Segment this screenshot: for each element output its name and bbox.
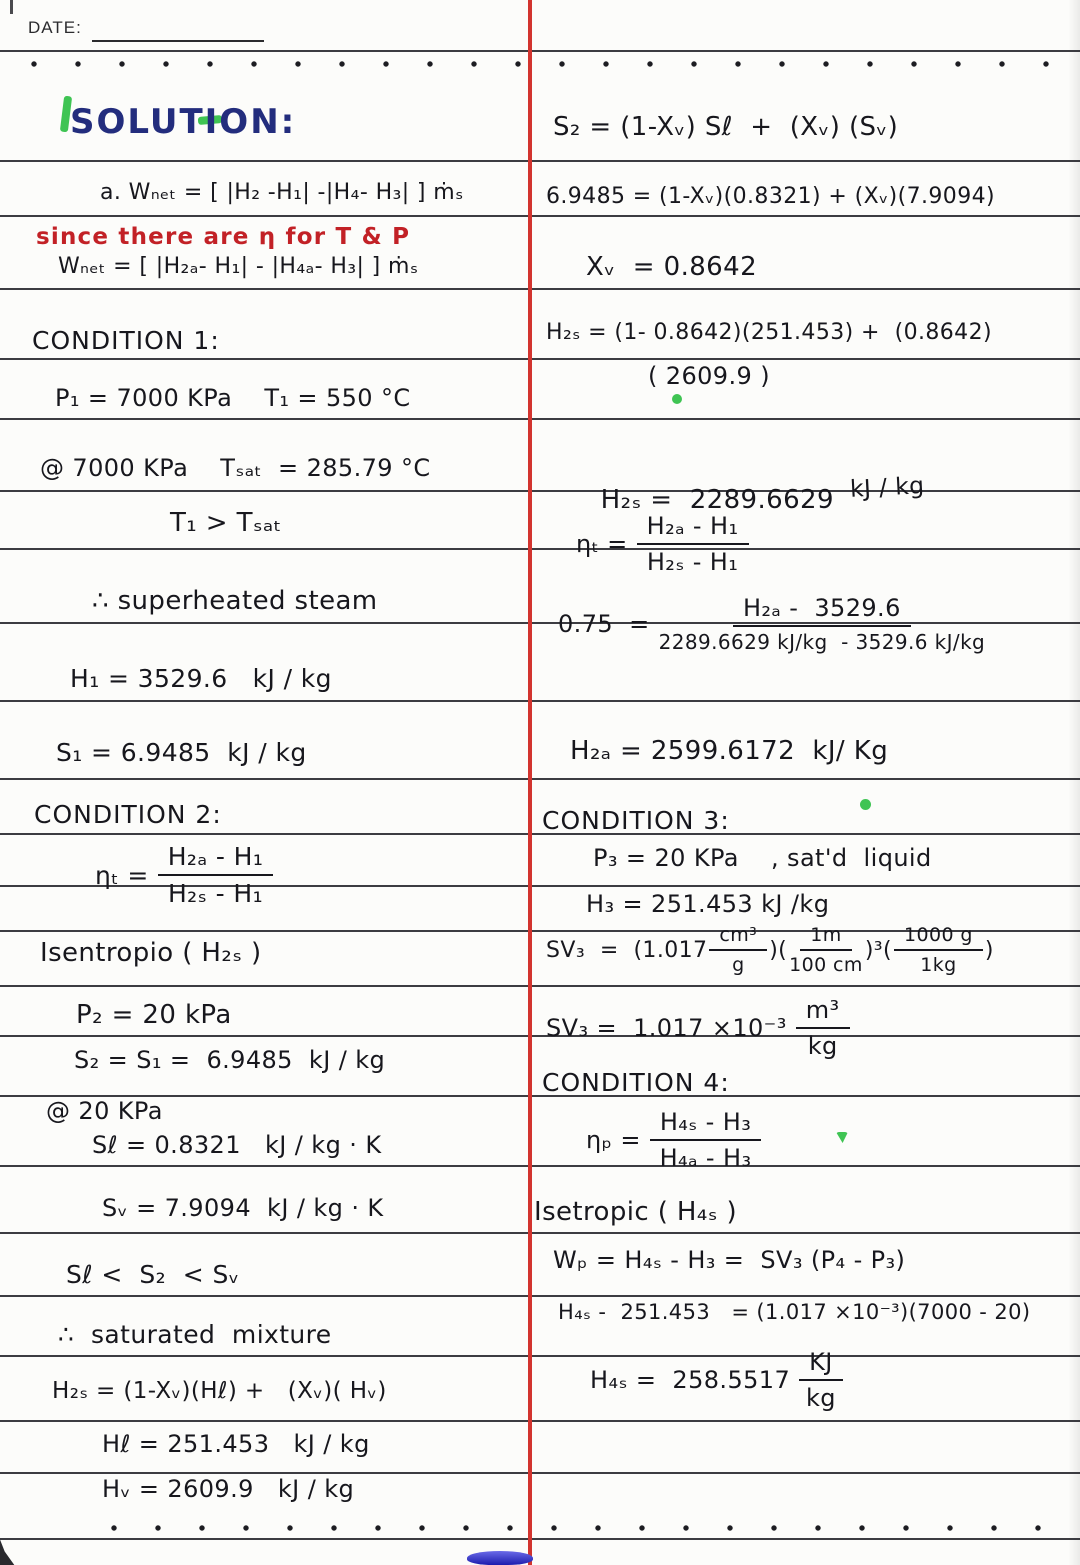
eta-pump-lhs: ηₚ = <box>586 1126 641 1154</box>
eta-substituted-numerator: H₂ₐ - 3529.6 <box>733 594 911 627</box>
at-20kpa-label: @ 20 KPa <box>46 1097 163 1125</box>
eta-pump-equation <box>586 1108 761 1172</box>
eq-wnet-ideal: a. Wₙₑₜ = [ |H₂ -H₁| -|H₄- H₃| ] ṁₛ <box>100 180 464 205</box>
h4s-substituted: H₄ₛ - 251.453 = (1.017 ×10⁻³)(7000 - 20) <box>558 1300 1031 1324</box>
sv-value: Sᵥ = 7.9094 kJ / kg · K <box>102 1194 384 1222</box>
dotted-rule-top <box>30 60 1062 68</box>
s1-value: S₁ = 6.9485 kJ / kg <box>56 738 307 767</box>
ruled-line <box>0 1165 1080 1167</box>
ruled-line <box>0 1420 1080 1422</box>
ruled-line <box>0 700 1080 702</box>
eta-pump-denominator: H₄ₐ - H₃ <box>659 1144 752 1172</box>
s2-quality-equation: S₂ = (1-Xᵥ) Sℓ + (Xᵥ) (Sᵥ) <box>553 112 899 142</box>
sv3-f3-numerator: 1000 g <box>894 924 983 951</box>
eta-substituted-fraction <box>659 594 986 654</box>
eta-turbine-equation <box>95 842 273 908</box>
ruled-line <box>0 1538 1080 1540</box>
eta-turbine-numerator: H₂ₐ - H₁ <box>158 842 274 876</box>
pump-work-equation: Wₚ = H₄ₛ - H₃ = SV₃ (P₄ - P₃) <box>553 1246 906 1274</box>
eta-turbine-numerator: H₂ₐ - H₁ <box>637 512 749 545</box>
ink-blob <box>467 1551 533 1565</box>
red-margin-line <box>528 0 532 1565</box>
eta-turbine-denominator: H₂ₛ - H₁ <box>646 548 739 576</box>
temperature-comparison: T₁ > Tₛₐₜ <box>170 508 282 538</box>
page-edge-shadow <box>1068 0 1080 1565</box>
h2s-substituted-cont: ( 2609.9 ) <box>648 362 770 390</box>
condition3-heading: CONDITION 3: <box>542 806 730 835</box>
condition1-heading: CONDITION 1: <box>32 326 220 355</box>
p2-value: P₂ = 20 kPa <box>76 1000 232 1030</box>
eta-turbine-fraction <box>637 512 749 576</box>
ruled-line <box>0 1295 1080 1297</box>
condition2-heading: CONDITION 2: <box>34 800 222 829</box>
s2-substituted: 6.9485 = (1-Xᵥ)(0.8321) + (Xᵥ)(7.9094) <box>546 184 995 209</box>
mixture-conclusion: ∴ saturated mixture <box>58 1320 332 1349</box>
ruled-line <box>0 778 1080 780</box>
sv3-mid2: )³( <box>864 937 893 963</box>
sv3-unit-numerator: m³ <box>796 996 850 1029</box>
date-underline <box>92 40 264 42</box>
ruled-line <box>0 215 1080 217</box>
condition4-heading: CONDITION 4: <box>542 1068 730 1097</box>
ruled-line <box>0 1355 1080 1357</box>
highlight-dot <box>860 799 871 810</box>
sv3-fraction-cm3-g <box>709 924 767 976</box>
h2s-value-unit: kJ / kg <box>849 471 926 503</box>
sv3-f1-numerator: cm³ <box>709 924 767 951</box>
sv3-conversion-equation <box>546 924 994 976</box>
eta-substituted-lhs: 0.75 = <box>558 610 650 638</box>
sv3-lhs: SV₃ = (1.017 <box>546 937 708 963</box>
h3-value: H₃ = 251.453 kJ /kg <box>586 890 830 918</box>
h2s-substituted: H₂ₛ = (1- 0.8642)(251.453) + (0.8642) <box>546 320 992 345</box>
sv3-value-lhs: SV₃ = 1.017 ×10⁻³ <box>546 1014 787 1042</box>
eta-turbine-fraction <box>158 842 274 908</box>
h2s-value-text: H₂ₛ = 2289.6629 <box>600 485 834 515</box>
eta-turbine-equation-right <box>576 512 749 576</box>
sv3-fraction-g-kg <box>894 924 983 976</box>
sv3-unit-denominator: kg <box>807 1032 838 1060</box>
sv3-value-unit-fraction <box>796 996 850 1060</box>
condition3-givens: P₃ = 20 KPa , sat'd liquid <box>593 844 932 872</box>
sv3-end: ) <box>984 937 994 963</box>
sv3-f2-numerator: 1m <box>800 924 851 951</box>
h4s-unit-denominator: kg <box>805 1384 836 1412</box>
date-label: DATE: <box>28 18 82 37</box>
solution-heading: SOLUTION: <box>70 102 297 142</box>
h4s-unit-numerator: KJ <box>799 1348 843 1381</box>
eta-turbine-denominator: H₂ₛ - H₁ <box>167 879 264 908</box>
ruled-line <box>0 548 1080 550</box>
sl-value: Sℓ = 0.8321 kJ / kg · K <box>92 1131 382 1159</box>
ruled-line <box>0 50 1080 52</box>
sv3-f1-denominator: g <box>732 954 745 976</box>
h4s-value <box>590 1348 843 1412</box>
hv-value: Hᵥ = 2609.9 kJ / kg <box>102 1475 355 1503</box>
ruled-line <box>0 1232 1080 1234</box>
eta-turbine-lhs: ηₜ = <box>576 530 628 558</box>
ruled-line <box>0 1035 1080 1037</box>
s2-equals-s1: S₂ = S₁ = 6.9485 kJ / kg <box>74 1046 386 1074</box>
eta-substituted-denominator: 2289.6629 kJ/kg - 3529.6 kJ/kg <box>658 630 986 654</box>
highlight-dot <box>836 1132 848 1143</box>
ruled-line <box>0 418 1080 420</box>
note-efficiency: since there are η for T & P <box>36 224 411 250</box>
eta-turbine-substituted <box>558 594 985 654</box>
h2a-value: H₂ₐ = 2599.6172 kJ/ Kg <box>570 736 889 766</box>
h4s-value-lhs: H₄ₛ = 258.5517 <box>590 1366 791 1394</box>
sv3-f3-denominator: 1kg <box>920 954 957 976</box>
condition1-givens: P₁ = 7000 KPa T₁ = 550 °C <box>55 384 411 412</box>
sv3-f2-denominator: 100 cm <box>789 954 863 976</box>
eta-pump-fraction <box>650 1108 761 1172</box>
ruled-line <box>0 160 1080 162</box>
ruled-line <box>0 1472 1080 1474</box>
sv3-fraction-m-cm <box>789 924 863 976</box>
dotted-rule-bottom <box>110 1524 1050 1532</box>
sv3-value <box>546 996 850 1060</box>
sv3-mid1: )( <box>769 937 788 963</box>
eq-wnet-actual: Wₙₑₜ = [ |H₂ₐ- H₁| - |H₄ₐ- H₃| ] ṁₛ <box>58 254 419 279</box>
superheated-conclusion: ∴ superheated steam <box>92 586 378 616</box>
entropy-inequality: Sℓ < S₂ < Sᵥ <box>66 1260 240 1289</box>
h2s-quality-equation: H₂ₛ = (1-Xᵥ)(Hℓ) + (Xᵥ)( Hᵥ) <box>52 1378 387 1404</box>
isentropic-label: Isentropio ( H₂ₛ ) <box>40 938 262 968</box>
ruled-line <box>0 288 1080 290</box>
h4s-unit-fraction <box>799 1348 843 1412</box>
xv-value: Xᵥ = 0.8642 <box>586 252 758 282</box>
eta-pump-numerator: H₄ₛ - H₃ <box>650 1108 761 1141</box>
ruled-line <box>0 358 1080 360</box>
isetropic-label: Isetropic ( H₄ₛ ) <box>534 1197 738 1227</box>
h1-value: H₁ = 3529.6 kJ / kg <box>70 664 332 693</box>
ruled-line <box>0 985 1080 987</box>
eta-turbine-lhs: ηₜ = <box>95 860 149 890</box>
tsat-lookup: @ 7000 KPa Tₛₐₜ = 285.79 °C <box>40 454 431 482</box>
corner-registration-mark <box>10 0 13 14</box>
ruled-line <box>0 833 1080 835</box>
hl-value: Hℓ = 251.453 kJ / kg <box>102 1430 370 1458</box>
highlight-dot <box>672 394 682 404</box>
